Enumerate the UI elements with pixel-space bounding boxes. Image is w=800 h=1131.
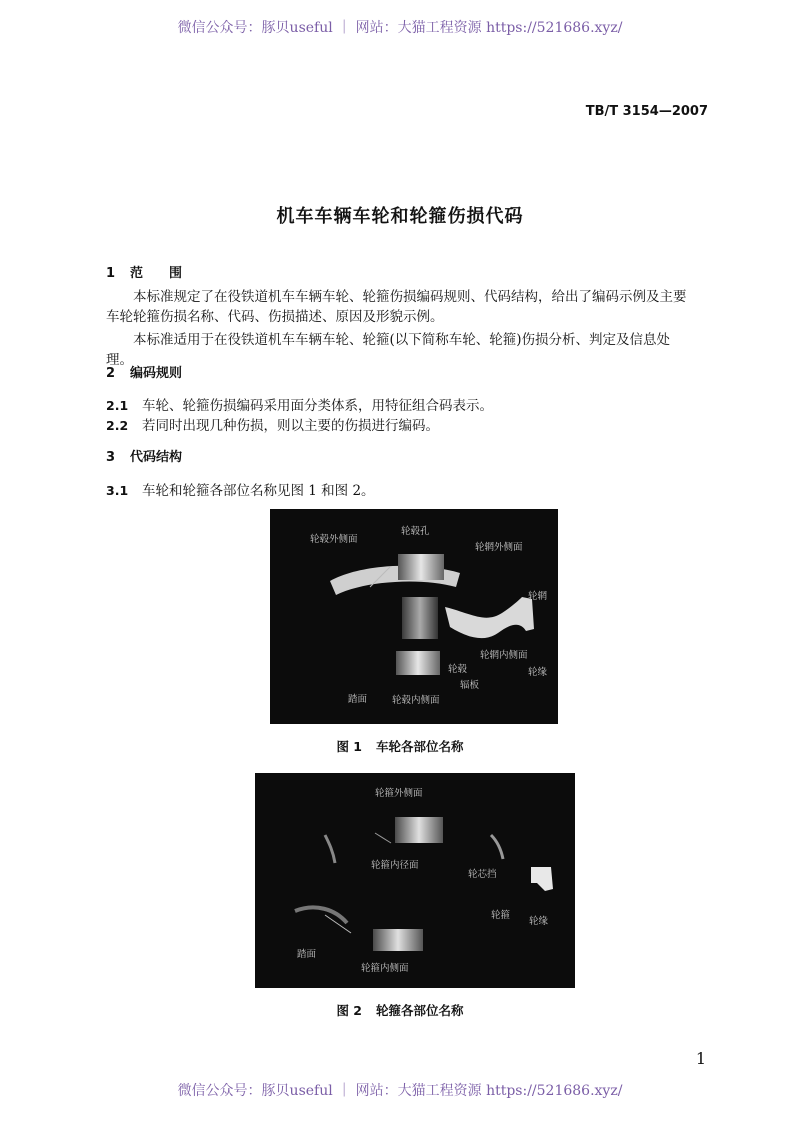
tire-lower-arc [295, 907, 347, 923]
label-tire: 轮箍 [491, 910, 511, 921]
clause-number: 3.1 [106, 483, 129, 498]
label-tire-inner-face: 轮箍内侧面 [361, 963, 409, 974]
section-number: 3 [106, 450, 116, 465]
label-wheel-center-seat: 轮芯挡 [468, 869, 497, 880]
scope-paragraph-2: 本标准适用于在役铁道机车车辆车轮、轮箍(以下简称车轮、轮箍)伤损分析、判定及信息处理。 [106, 332, 671, 368]
scope-paragraph-1: 本标准规定了在役铁道机车车辆车轮、轮箍伤损编码规则、代码结构，给出了编码示例及主要车轮轮箍伤损名称、代码、伤损描述、原因及形貌示例。 [106, 289, 687, 325]
hub-middle [402, 597, 438, 639]
figure-2-number: 图 2 [336, 1003, 363, 1018]
wheel-cross-section [445, 597, 534, 638]
figure-1-title: 车轮各部位名称 [376, 739, 464, 754]
section-2-heading [106, 362, 182, 381]
label-hub-inner-face: 轮毂内侧面 [392, 695, 440, 706]
tire-outer-band [395, 817, 443, 843]
label-rim: 轮辋 [528, 591, 548, 602]
figure-2-title: 轮箍各部位名称 [376, 1003, 464, 1018]
section-number: 2 [106, 366, 116, 381]
document-title: 机车车辆车轮和轮箍伤损代码 [276, 206, 524, 227]
label-hub-bore: 轮毂孔 [401, 526, 430, 537]
tire-cross-section [531, 867, 553, 891]
section-number: 1 [106, 266, 116, 281]
section-1-heading [106, 262, 182, 281]
label-tread: 踏面 [348, 694, 368, 705]
label-tire-outer-face: 轮箍外侧面 [375, 788, 423, 799]
tire-inner-band [373, 929, 423, 951]
tire-arc-left [325, 835, 335, 863]
figure-1-wheel-image [270, 509, 558, 724]
label-rim-outer-face: 轮辋外侧面 [475, 542, 523, 553]
figure-1-caption [0, 737, 800, 755]
label-hub-outer-face: 轮毂外侧面 [310, 534, 358, 545]
leader-line [325, 915, 351, 933]
tire-arc-right [491, 835, 503, 859]
clause-text: 车轮和轮箍各部位名称见图 1 和图 2。 [142, 483, 375, 499]
hub-top [398, 554, 444, 580]
section-title: 范 围 [130, 266, 183, 281]
clause-number: 2.2 [106, 418, 129, 433]
page-number: 1 [695, 1049, 706, 1068]
label-flange: 轮缘 [529, 916, 549, 927]
watermark-bottom: 微信公众号：豚贝useful ｜ 网站：大猫工程资源 https://521686.xyz/ [177, 1083, 623, 1099]
label-hub: 轮毂 [448, 664, 468, 675]
section-title: 代码结构 [130, 450, 183, 465]
label-flange: 轮缘 [528, 667, 548, 678]
label-rim-inner-face: 轮辋内侧面 [480, 650, 528, 661]
label-tire-inner-bore: 轮箍内径面 [371, 860, 419, 871]
figure-2-tire-image [255, 773, 575, 988]
section-3-heading [106, 446, 182, 465]
clause-text: 车轮、轮箍伤损编码采用面分类体系，用特征组合码表示。 [142, 398, 493, 414]
hub-bottom [396, 651, 440, 675]
clause-2-2 [106, 414, 439, 434]
label-tread: 踏面 [297, 949, 317, 960]
clause-3-1 [106, 479, 375, 499]
clause-text: 若同时出现几种伤损，则以主要的伤损进行编码。 [142, 418, 439, 434]
watermark-top: 微信公众号：豚贝useful ｜ 网站：大猫工程资源 https://521686.xyz/ [177, 20, 623, 36]
figure-1-number: 图 1 [336, 739, 363, 754]
section-title: 编码规则 [130, 366, 183, 381]
leader-line [375, 833, 391, 843]
figure-2-caption [0, 1001, 800, 1019]
clause-number: 2.1 [106, 398, 129, 413]
standard-number: TB/T 3154—2007 [585, 104, 708, 119]
label-web: 辐板 [460, 680, 480, 691]
clause-2-1 [106, 394, 493, 414]
